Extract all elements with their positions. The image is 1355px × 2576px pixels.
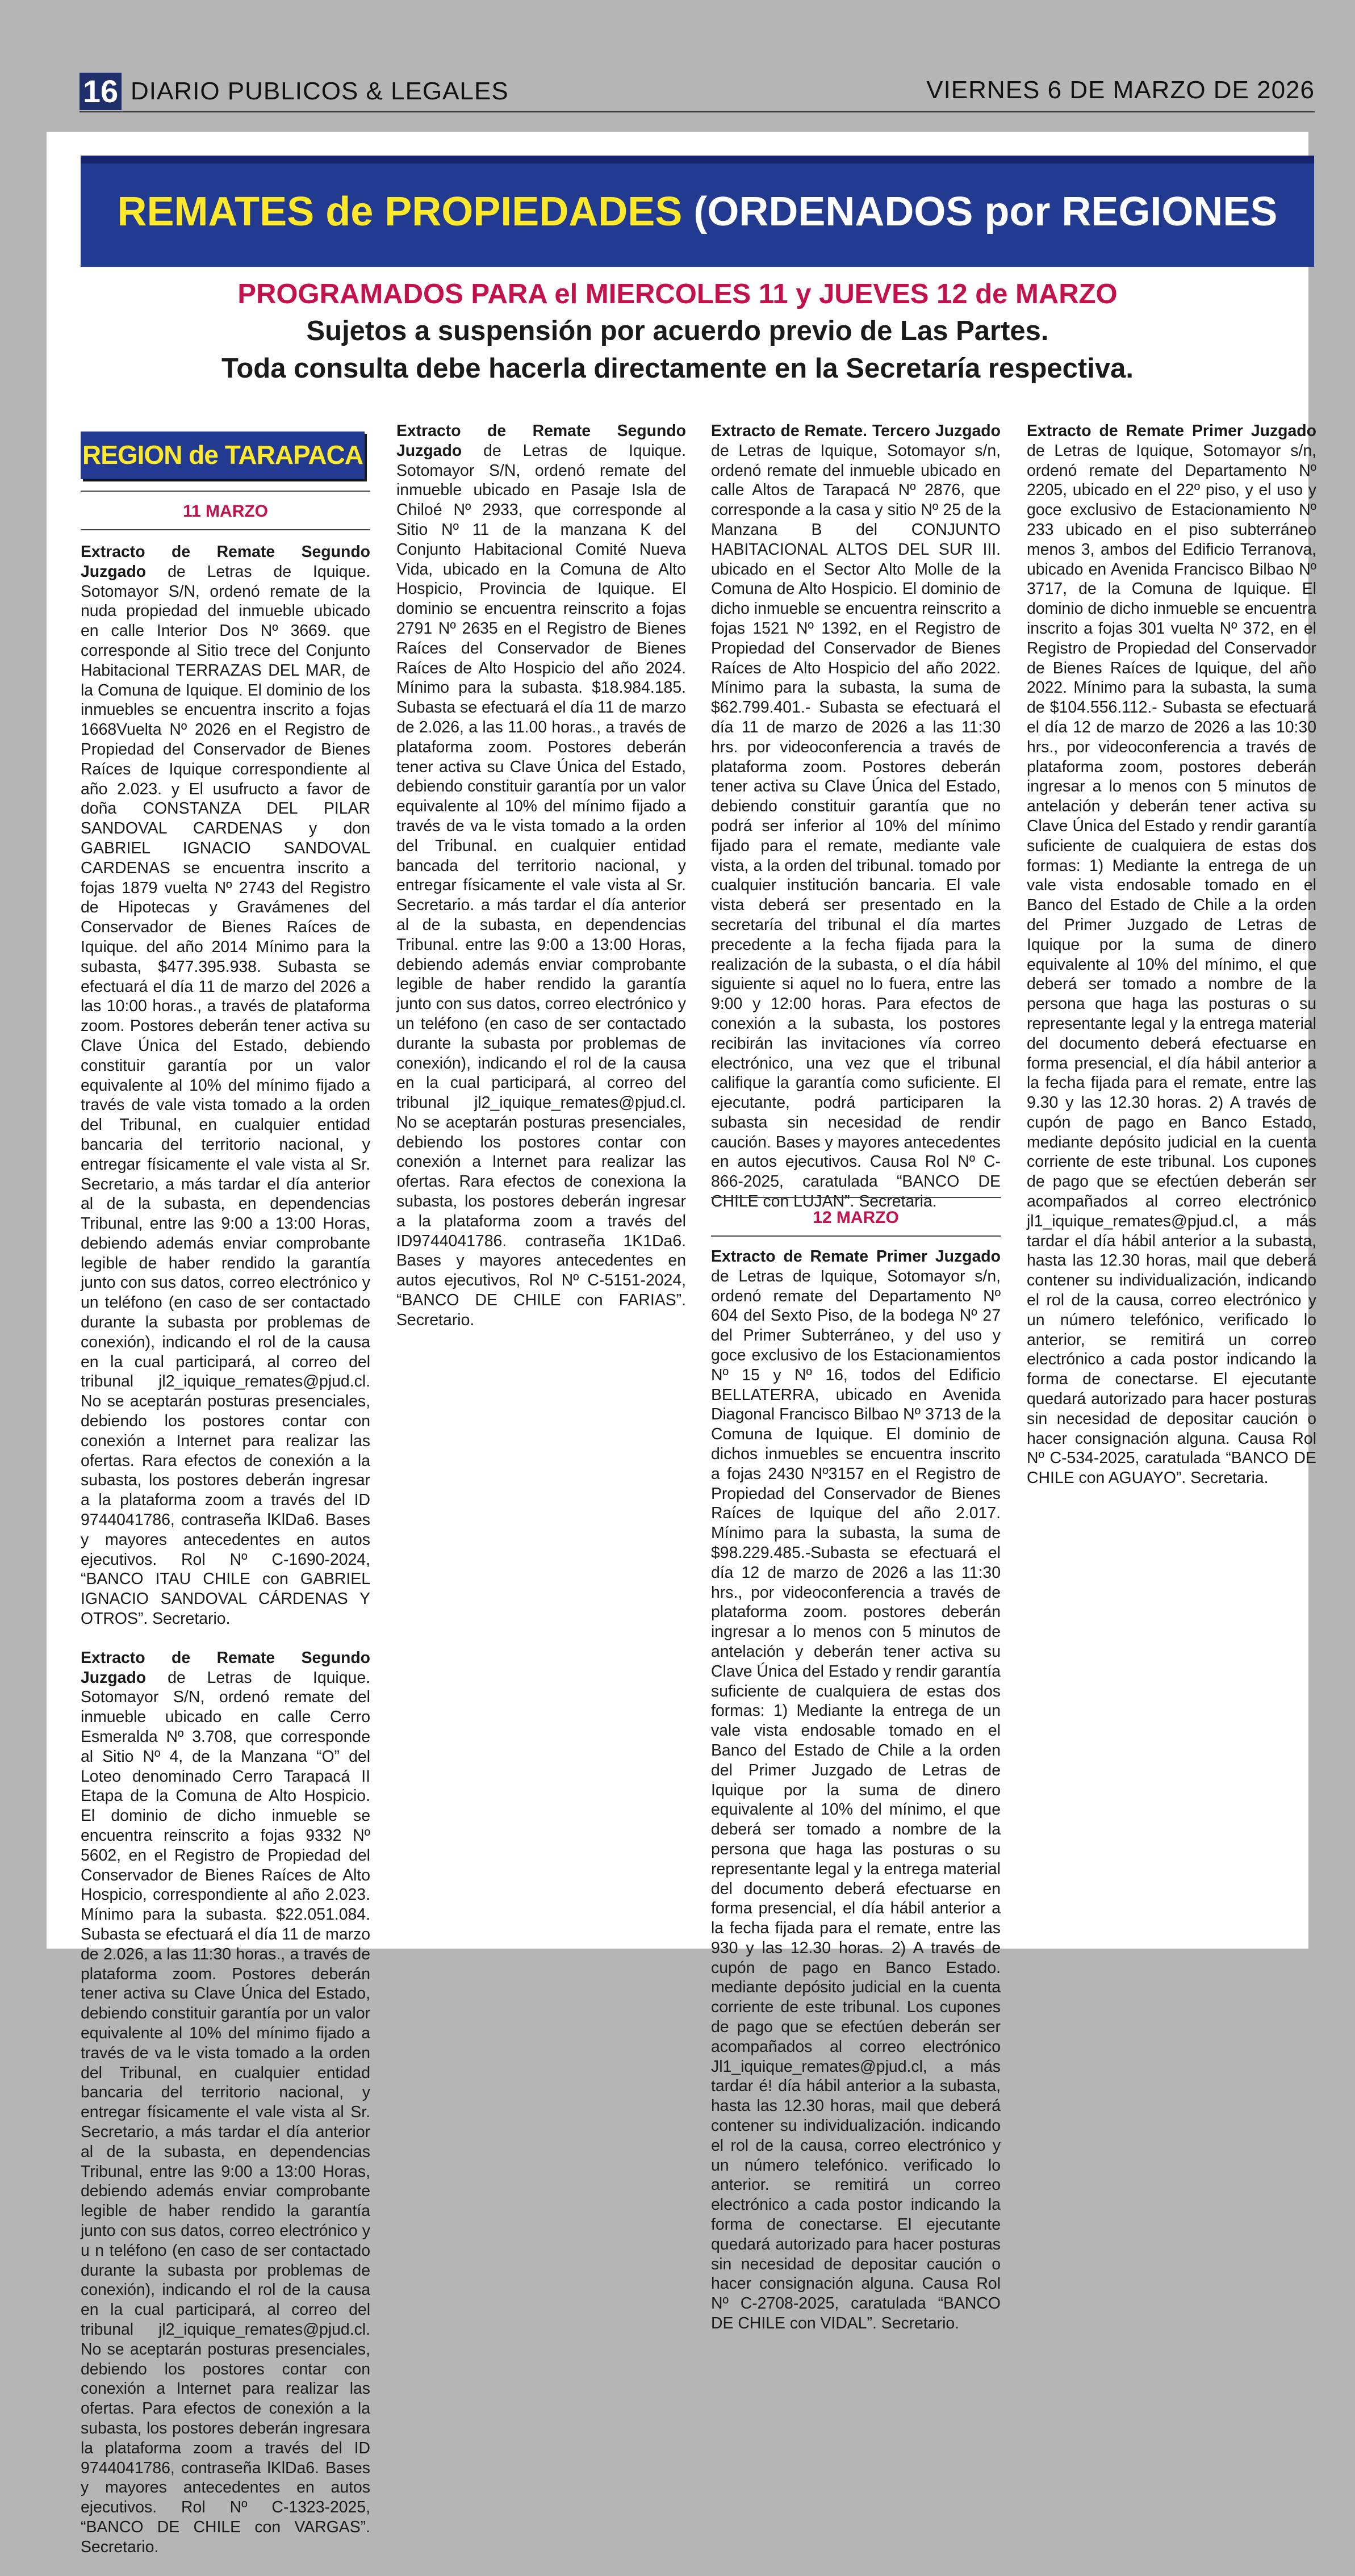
section-title: DIARIO PUBLICOS & LEGALES: [131, 77, 509, 105]
banner-title-part2: (ORDENADOS por REGIONES: [693, 189, 1278, 234]
notice-body: de Letras de Iquique. Sotomayor S/N, ordenó remate del inmueble ubicado en Pasaje Isla de Chiloé Nº 2933, que corresponde al Sitio Nº 11 de la manzana K del Conjunto Habitacional Comité Nueva Vida, ubicado en la Comuna de Alto Hospicio, Provincia de Iquique. El dominio se encuentra reinscrito a fojas 2791 Nº 2635 en el Registro de Bienes Raíces del Conservador de Bienes Raíces de Alto Hospicio del año 2024. Mínimo para la subasta. $18.984.185. Subasta se efectuará el día 11 de marzo de 2.026, a las 11.00 horas., a través de plataforma zoom. Postores deberán tener activa su Clave Única del Estado, debiendo constituir garantía por un valor equivalente al 10% del mínimo fijado a través de va le vista tomado a la orden del Tribunal. en cualquier entidad bancada del territorio nacional, y entregar físicamente el vale vista al Sr. Secretario. a más tardar el día anterior al de la subasta, en dependencias Tribunal. entre las 9:00 a 13:00 Horas, debiendo además enviar comprobante legible de haber rendido la garantía junto con sus datos, correo electrónico y un teléfono (en caso de ser contactado durante la subasta por problemas de conexión), indicando el rol de la causa en la cual participará, al correo del tribunal jl2_iquique_remates@pjud.cl. No se aceptarán posturas presenciales, debiendo los postores contar con conexión a Internet para realizar las ofertas. Rara efectos de conexiona la subasta, los postores deberán ingresar a la plataforma zoom a través del ID9744041786. contraseña 1K1Da6. Bases y mayores antecedentes en autos ejecutivos, Rol Nº C-5151-2024, “BANCO DE CHILE con FARIAS”. Secretario.: [396, 441, 686, 1329]
divider: [81, 491, 370, 492]
region-label: REGION de TARAPACA: [82, 440, 363, 470]
notice-body: de Letras de Iquique. Sotomayor S/N, ordenó remate de la nuda propiedad del inmueble ubicado en calle Interior Dos Nº 3669. que corresponde al Sitio trece del Conjunto Habitacional TERRAZAS DEL MAR, de la Comuna de Iquique. El dominio de los inmuebles se encuentra inscrito a fojas 1668Vuelta Nº 2026 en el Registro de Propiedad del Conservador de Bienes Raíces de Iquique correspondiente al año 2.023. y El usufructo a favor de doña CONSTANZA DEL PILAR SANDOVAL CARDENAS y don GABRIEL IGNACIO SANDOVAL CARDENAS se encuentra inscrito a fojas 1879 vuelta Nº 2743 del Registro de Hipotecas y Gravámenes del Conservador de Bienes Raíces de Iquique. del año 2014 Mínimo para la subasta, $477.395.938. Subasta se efectuará el día 11 de marzo del 2026 a las 10:00 horas., a través de plataforma zoom. Postores deberán tener activa su Clave Única del Estado, debiendo constituir garantía por un valor equivalente al 10% del mínimo fijado a través de vale vista tomado a la orden del Tribunal, en cualquier entidad bancaria del territorio nacional, y entregar físicamente el vale vista al Sr. Secretario, a más tardar el día anterior al de la subasta, en dependencias Tribunal, entre las 9:00 a 13:00 Horas, debiendo además enviar comprobante legible de haber rendido la garantía junto con sus datos, correo electrónico y un teléfono (en caso de ser contactado durante la subasta por problemas de conexión), indicando el rol de la causa en la cual participará, al correo del tribunal jl2_iquique_remates@pjud.cl. No se aceptarán posturas presenciales, debiendo los postores contar con conexión a Internet para realizar las ofertas. Rara efectos de conexión a la subasta, los postores deberán ingresar a la plataforma zoom a través del ID 9744041786, contraseña lKlDa6. Bases y mayores antecedentes en autos ejecutivos. Rol Nº C-1690-2024, “BANCO ITAU CHILE con GABRIEL IGNACIO SANDOVAL CÁRDENAS Y OTROS”. Secretario.: [81, 562, 370, 1628]
column-3: [711, 421, 1001, 1231]
banner-title-part1: REMATES de PROPIEDADES: [117, 189, 683, 234]
notice: [81, 1648, 370, 2557]
notice: [711, 1247, 1001, 2334]
notice-body: de Letras de Iquique. Sotomayor S/N, ordenó remate del inmueble ubicado en calle Cerro Esmeralda Nº 3.708, que corresponde al Sitio Nº 4, de la Manzana “O” del Loteo denominado Cerro Tarapacá II Etapa de la Comuna de Alto Hospicio. El dominio de dicho inmueble se encuentra reinscrito a fojas 9332 Nº 5602, en el Registro de Propiedad del Conservador de Bienes Raíces de Alto Hospicio, correspondiente al año 2.023. Mínimo para la subasta. $22.051.084. Subasta se efectuará el día 11 de marzo de 2.026, a las 11:30 horas., a través de plataforma zoom. Postores deberán tener activa su Clave Única del Estado, debiendo constituir garantía por un valor equivalente al 10% del mínimo fijado a través de va le vista tomado a la orden del Tribunal, en cualquier entidad bancaria del territorio nacional, y entregar físicamente el vale vista al Sr. Secretario, a más tardar el día anterior al de la subasta, en dependencias Tribunal, entre las 9:00 a 13:00 Horas, debiendo además enviar comprobante legible de haber rendido la garantía junto con sus datos, correo electrónico y u n teléfono (en caso de ser contactado durante la subasta por problemas de conexión), indicando el rol de la causa en la cual participará, al correo del tribunal jl2_iquique_remates@pjud.cl. No se aceptarán posturas presenciales, debiendo los postores contar con conexión a Internet para realizar las ofertas. Para efectos de conexión a la subasta, los postores deberán ingresara la plataforma zoom a través del ID 9744041786, contraseña lKlDa6. Bases y mayores antecedentes en autos ejecutivos. Rol Nº C-1323-2025, “BANCO DE CHILE con VARGAS”. Secretario.: [81, 1668, 370, 2556]
page-number: 16: [80, 73, 122, 110]
notice-lead: Extracto de Remate. Tercero Juzgado: [711, 422, 1001, 440]
suspension-note: Sujetos a suspensión por acuerdo previo de Las Partes.: [306, 316, 1049, 346]
contact-note: Toda consulta debe hacerla directamente en la Secretaría respectiva.: [221, 353, 1134, 384]
region-heading: [81, 432, 365, 479]
notice: [396, 421, 686, 1330]
notice-lead: Extracto de Remate Primer Juzgado: [1027, 422, 1316, 440]
column-1: [81, 542, 370, 2576]
notice-lead: Extracto de Remate Segundo Juzgado: [81, 543, 370, 581]
notice-body: de Letras de Iquique, Sotomayor s/n, ordenó remate del Departamento Nº 604 del Sexto Piso, de la bodega Nº 27 del Primer Subterráneo, y del uso y goce exclusivo de los Estacionamientos Nº 15 y Nº 16, todos del Edificio BELLATERRA, ubicado en Avenida Diagonal Francisco Bilbao Nº 3713 de la Comuna de Iquique. El dominio de dichos inmuebles se encuentra inscrito a fojas 2430 Nº3157 en el Registro de Propiedad del Conservador de Bienes Raíces de Iquique del año 2.017. Mínimo para la subasta, la suma de $98.229.485.-Subasta se efectuará el día 12 de marzo de 2026 a las 11:30 hrs., por videoconferencia a través de plataforma zoom. postores deberán ingresar a lo menos con 5 minutos de antelación y deberán tener activa su Clave Única del Estado y rendir garantía suficiente de cualquiera de estas dos formas: 1) Mediante la entrega de un vale vista endosable tomado en el Banco del Estado de Chile a la orden del Primer Juzgado de Letras de Iquique por la suma de dinero equivalente al 10% del mínimo, el que deberá ser tomado a nombre de la persona que haga las posturas o su representante legal y la entrega material del documento deberá efectuarse en forma presencial, el día hábil anterior a la fecha fijada para el remate, entre las 930 y las 12.30 horas. 2) A través de cupón de pago en Banco Estado. mediante depósito judicial en la cuenta corriente de este tribunal. Los cupones de pago que se efectúen deberán ser acompañados al correo electrónico Jl1_iquique_remates@pjud.cl, a más tardar é! día hábil anterior a la subasta, hasta las 12.30 horas, mail que deberá contener su individualización. indicando el rol de la causa, correo electrónico y un número telefónico. verificado lo anterior. se remitirá un correo electrónico a cada postor indicando la forma de conectarse. El ejecutante quedará autorizado para hacer posturas sin necesidad de depositar caución o hacer consignación alguna. Causa Rol Nº C-2708-2025, caratulada “BANCO DE CHILE con VIDAL”. Secretario.: [711, 1267, 1001, 2333]
masthead: [80, 69, 1315, 112]
issue-date: VIERNES 6 DE MARZO DE 2026: [926, 76, 1315, 104]
notice: [711, 421, 1001, 1212]
notice-body: de Letras de Iquique, Sotomayor s/n, ordenó remate del Departamento Nº 2205, ubicado en el 22º piso, y el uso y goce exclusivo de Estacionamiento Nº 233 ubicado en el piso subterráneo menos 3, ambos del Edificio Terranova, ubicado en Avenida Francisco Bilbao Nº 3717, de la Comuna de Iquique. El dominio de dicho inmueble se encuentra inscrito a fojas 301 vuelta Nº 372, en el Registro de Propiedad del Conservador de Bienes Raíces de Iquique, del año 2022. Mínimo para la subasta, la suma de $104.556.112.- Subasta se efectuará el día 12 de marzo de 2026 a las 10:30 hrs., por videoconferencia a través de plataforma zoom, postores deberán ingresar a lo menos con 5 minutos de antelación y deberán tener activa su Clave Única del Estado y rendir garantía suficiente de cualquiera de estas dos formas: 1) Mediante la entrega de un vale vista endosable tomado en el Banco del Estado de Chile a la orden del Primer Juzgado de Letras de Iquique por la suma de dinero equivalente al 10% del mínimo, el que deberá ser tomado a nombre de la persona que haga las posturas o su representante legal y la entrega material del documento deberá efectuarse en forma presencial, el día hábil anterior a la fecha fijada para el remate, entre las 9.30 y las 12.30 horas. 2) A través de cupón de pago en Banco Estado, mediante depósito judicial en la cuenta corriente de este tribunal. Los cupones de pago que se efectúen deberán ser acompañados al correo electrónico jl1_iquique_remates@pjud.cl, a más tardar el día hábil anterior a la subasta, hasta las 12.30 horas, mail que deberá contener su individualización, indicando el rol de la causa, correo electrónico y un número telefónico, verificado lo anterior, se remitirá un correo electrónico a cada postor indicando la forma de conectarse. El ejecutante quedará autorizado para hacer posturas sin necesidad de depositar caución o hacer consignación alguna. Causa Rol Nº C-534-2025, caratulada “BANCO DE CHILE con AGUAYO”. Secretaria.: [1027, 441, 1316, 1488]
notice: [1027, 421, 1316, 1488]
column-4: [1027, 421, 1316, 1507]
date-heading-11: 11 MARZO: [182, 502, 269, 521]
notice-body: de Letras de Iquique, Sotomayor s/n, ordenó remate del inmueble ubicado en calle Altos de Tarapacá Nº 2876, que corresponde a la casa y sitio Nº 25 de la Manzana B del CONJUNTO HABITACIONAL ALTOS DEL SUR III. ubicado en el Sector Alto Molle de la Comuna de Alto Hospicio. El dominio de dicho inmueble se encuentra reinscrito a fojas 1521 Nº 1392, en el Registro de Propiedad del Conservador de Bienes Raíces de Alto Hospicio del año 2022. Mínimo para la subasta, la suma de $62.799.401.- Subasta se efectuará el día 11 de marzo de 2026 a las 11:30 hrs. por videoconferencia a través de plataforma zoom. Postores deberán tener activa su Clave Única del Estado, debiendo constituir garantía que no podrá ser inferior al 10% del mínimo fijado para el remate, mediante vale vista, a la orden del tribunal. tomado por cualquier institución bancaria. El vale vista deberá ser presentado en la secretaría del tribunal el día martes precedente a la fecha fijada para la realización de la subasta, o el día hábil siguiente si aquel no lo fuera, entre las 9:00 y 12:00 horas. Para efectos de conexión a la subasta, los postores recibirán las invitaciones vía correo electrónico, una vez que el tribunal califique la garantía como suficiente. El ejecutante, podrá participaren la subasta sin necesidad de rendir caución. Bases y mayores antecedentes en autos ejecutivos. Causa Rol Nº C-866-2025, caratulada “BANCO DE CHILE con LUJAN”. Secretaria.: [711, 441, 1001, 1211]
notice-lead: Extracto de Remate Primer Juzgado: [711, 1247, 1001, 1266]
notice: [81, 542, 370, 1629]
date-heading-12: 12 MARZO: [813, 1208, 899, 1227]
notice-lead: Extracto de Remate Segundo Juzgado: [396, 422, 686, 460]
column-3-lower: [711, 1247, 1001, 2353]
column-2: [396, 421, 686, 1350]
headline-banner: [81, 156, 1314, 267]
divider: [711, 1235, 1001, 1237]
divider: [81, 529, 370, 530]
divider: [711, 1197, 1001, 1198]
notice-lead: Extracto de Remate Segundo Juzgado: [81, 1648, 370, 1687]
schedule-subtitle: PROGRAMADOS PARA el MIERCOLES 11 y JUEVES 12 de MARZO: [237, 279, 1118, 309]
banner-title: [81, 189, 1314, 235]
